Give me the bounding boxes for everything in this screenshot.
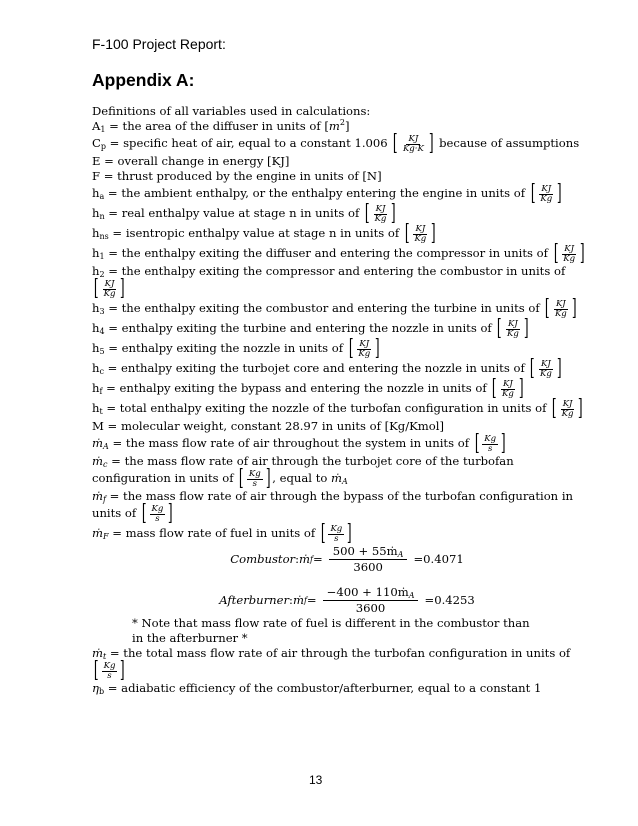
unit-num: Kg bbox=[248, 468, 261, 479]
symbol-sub: 4 bbox=[99, 327, 105, 336]
def-hn bbox=[92, 201, 532, 226]
def-h3 bbox=[92, 296, 577, 321]
eq-result: 0.4071 bbox=[423, 552, 464, 566]
def-text: = enthalpy exiting the turbine and entering the nozzle in units of bbox=[104, 321, 496, 335]
symbol-sub: F bbox=[103, 532, 109, 541]
unit-m: m bbox=[328, 119, 340, 133]
def-h2-unit bbox=[92, 276, 532, 301]
def-h1 bbox=[92, 241, 585, 266]
definitions-body bbox=[92, 104, 585, 696]
unit-den: Kg bbox=[374, 213, 387, 224]
def-text: = real enthalpy value at stage n in units of bbox=[104, 206, 363, 220]
unit-kg-s: [ $\frac{Kg}{s}$ ] bbox=[474, 431, 506, 456]
symbol: A bbox=[92, 119, 101, 133]
page-header: F-100 Project Report: bbox=[92, 36, 226, 52]
symbol: h bbox=[92, 186, 100, 200]
symbol-sub: A bbox=[342, 477, 348, 486]
eq-equals: = bbox=[413, 552, 424, 566]
def-m: M = molecular weight, constant 28.97 in units of [Kg/Kmol] bbox=[92, 419, 444, 433]
unit-exp: 2 bbox=[339, 118, 346, 128]
unit-kg-s: [ $\frac{Kg}{s}$ ] bbox=[320, 521, 352, 546]
def-text: = total enthalpy exiting the nozzle of the turbofan configuration in units of bbox=[102, 401, 551, 415]
symbol: h bbox=[92, 341, 100, 355]
def-hns bbox=[92, 221, 532, 246]
unit-den: Kg bbox=[507, 328, 519, 339]
unit-kj-kg: [ $\frac{KJ}{Kg}$ ] bbox=[492, 376, 524, 401]
unit-num: KJ bbox=[375, 203, 386, 214]
unit-num: KJ bbox=[508, 318, 518, 329]
def-text: , equal to bbox=[272, 471, 332, 485]
eq-fraction bbox=[329, 544, 408, 575]
def-ma bbox=[92, 431, 532, 456]
unit-num: KJ bbox=[502, 378, 513, 389]
symbol: ṁ bbox=[92, 454, 103, 468]
eq-equals: = bbox=[424, 593, 435, 607]
def-mt bbox=[92, 646, 571, 661]
unit-kg-s: [ $\frac{Kg}{s}$ ] bbox=[239, 466, 271, 491]
def-text-after: because of assumptions bbox=[435, 136, 580, 150]
def-hf bbox=[92, 376, 532, 401]
eq-result: 0.4253 bbox=[434, 593, 475, 607]
unit-kj-kg: [ $\frac{KJ}{Kg}$ ] bbox=[530, 181, 562, 206]
def-h4 bbox=[92, 316, 532, 341]
unit-kj-kg: [ $\frac{KJ}{Kg}$ ] bbox=[404, 221, 436, 246]
unit-den: Kg bbox=[561, 408, 574, 419]
unit-den: s bbox=[487, 443, 493, 454]
eq-numerator-sub: A bbox=[408, 591, 415, 600]
symbol-sub: 5 bbox=[99, 347, 105, 356]
def-mc-cont bbox=[92, 466, 532, 491]
def-text: = mass flow rate of fuel in units of bbox=[108, 526, 319, 540]
def-h2 bbox=[92, 264, 566, 279]
unit-num: KJ bbox=[541, 358, 551, 369]
def-text: = isentropic enthalpy value at stage n in units of bbox=[108, 226, 403, 240]
eq-lhs: ṁ bbox=[292, 593, 304, 607]
symbol: h bbox=[92, 264, 100, 278]
symbol-sub: ns bbox=[99, 232, 109, 241]
eq-fraction bbox=[323, 585, 419, 616]
unit-den: Kg bbox=[103, 288, 116, 299]
eq-lhs: ṁ bbox=[299, 552, 311, 566]
unit-den: Kg bbox=[414, 233, 427, 244]
def-mF bbox=[92, 521, 532, 546]
unit-den: s bbox=[334, 533, 339, 544]
def-mf-cont bbox=[92, 501, 532, 526]
combustor-equation: Combustor : ṁ f = $\frac{500 + 55ṁ_A}{3600}$ = 0.4071 bbox=[230, 544, 464, 574]
intro-line: Definitions of all variables used in calculations: bbox=[92, 104, 371, 118]
eq-equals: = bbox=[312, 552, 323, 566]
unit-den: Kg bbox=[358, 348, 371, 359]
symbol-sub: a bbox=[99, 192, 105, 201]
unit-num: KJ bbox=[555, 298, 566, 309]
def-eta bbox=[92, 681, 542, 696]
eq-denominator: 3600 bbox=[355, 601, 386, 615]
eq-numerator: −400 + 110ṁ bbox=[326, 585, 409, 599]
unit-kj-kg: [ $\frac{KJ}{Kg}$ ] bbox=[364, 201, 397, 226]
def-text: = the enthalpy exiting the combustor and entering the turbine in units of bbox=[104, 301, 544, 315]
def-text: = the total mass flow rate of air through the turbofan configuration in units of bbox=[106, 646, 571, 660]
symbol: h bbox=[92, 226, 100, 240]
eq-equals: = bbox=[306, 593, 317, 607]
def-text: = the enthalpy exiting the compressor and entering the combustor in units of bbox=[104, 264, 566, 278]
symbol: h bbox=[92, 301, 100, 315]
unit-kj-kgk: [ $\frac{KJ}{Kg\cdot K}$ ] bbox=[393, 131, 434, 156]
unit-kj-kg: [ $\frac{KJ}{Kg}$ ] bbox=[552, 396, 584, 421]
unit-num: Kg bbox=[330, 523, 343, 534]
def-text: = the mass flow rate of air throughout the system in units of bbox=[108, 436, 473, 450]
unit-kj-kg: [ $\frac{KJ}{Kg}$ ] bbox=[497, 316, 529, 341]
def-e: E = overall change in energy [KJ] bbox=[92, 154, 290, 168]
symbol: h bbox=[92, 401, 100, 415]
unit-num: KJ bbox=[415, 223, 426, 234]
def-text: = the area of the diffuser in units of [ bbox=[105, 119, 329, 133]
symbol-sub: p bbox=[100, 142, 106, 151]
eq-colon: : bbox=[295, 552, 300, 566]
def-text: units of bbox=[92, 506, 140, 520]
eq-numerator: 500 + 55ṁ bbox=[332, 544, 398, 558]
symbol: ṁ bbox=[331, 471, 343, 485]
def-text: = the mass flow rate of air through the bypass of the turbofan configuration in bbox=[105, 489, 573, 503]
symbol-sub: t bbox=[103, 652, 107, 661]
unit-den: Kg·K bbox=[402, 143, 424, 154]
symbol: ṁ bbox=[92, 489, 103, 503]
unit-num: KJ bbox=[564, 243, 574, 254]
unit-num: KJ bbox=[104, 278, 115, 289]
symbol: h bbox=[92, 206, 100, 220]
def-text: = adiabatic efficiency of the combustor/afterburner, equal to a constant 1 bbox=[104, 681, 542, 695]
symbol: C bbox=[92, 136, 101, 150]
unit-num: Kg bbox=[103, 660, 116, 671]
def-text: = the mass flow rate of air through the turbojet core of the turbofan bbox=[107, 454, 514, 468]
def-ha bbox=[92, 181, 562, 206]
unit-kg-s: [ $\frac{Kg}{s}$ ] bbox=[93, 658, 126, 683]
symbol-sub: c bbox=[99, 367, 104, 376]
symbol-sub: n bbox=[99, 212, 105, 221]
symbol: η bbox=[92, 681, 99, 695]
symbol: ṁ bbox=[92, 436, 103, 450]
symbol: h bbox=[92, 381, 100, 395]
symbol-sub: f bbox=[103, 495, 106, 504]
def-text: = specific heat of air, equal to a constant 1.006 bbox=[106, 136, 392, 150]
unit-den: Kg bbox=[563, 253, 576, 264]
eq-denominator: 3600 bbox=[353, 560, 383, 574]
unit-kj-kg: [ $\frac{KJ}{Kg}$ ] bbox=[553, 241, 585, 266]
eq-label: Afterburner bbox=[219, 593, 290, 607]
symbol-sub: t bbox=[99, 407, 103, 416]
def-text: = enthalpy exiting the turbojet core and entering the nozzle in units of bbox=[103, 361, 529, 375]
unit-num: KJ bbox=[359, 338, 370, 349]
symbol-sub: f bbox=[99, 387, 103, 396]
symbol: h bbox=[92, 321, 100, 335]
unit-num: Kg bbox=[151, 503, 164, 514]
symbol-sub: c bbox=[103, 460, 108, 469]
bracket-close: ] bbox=[345, 119, 350, 133]
symbol-sub: b bbox=[98, 687, 105, 696]
unit-den: Kg bbox=[540, 193, 553, 204]
symbol-sub: 1 bbox=[100, 125, 106, 134]
symbol: ṁ bbox=[92, 646, 103, 660]
unit-num: KJ bbox=[408, 133, 419, 144]
unit-den: Kg bbox=[554, 308, 567, 319]
eq-colon: : bbox=[289, 593, 293, 607]
unit-den: s bbox=[252, 478, 257, 489]
unit-kj-kg: [ $\frac{KJ}{Kg}$ ] bbox=[93, 276, 126, 301]
eq-label: Combustor bbox=[230, 552, 296, 566]
def-mf bbox=[92, 489, 573, 504]
def-text: configuration in units of bbox=[92, 471, 238, 485]
symbol: ṁ bbox=[92, 526, 103, 540]
page-number: 13 bbox=[309, 773, 323, 787]
eq-numerator-sub: A bbox=[397, 550, 404, 559]
def-cp bbox=[92, 131, 580, 156]
unit-den: s bbox=[155, 513, 160, 524]
unit-num: KJ bbox=[562, 398, 573, 409]
symbol-sub: 2 bbox=[99, 270, 105, 279]
def-mc bbox=[92, 454, 532, 469]
unit-kj-kg: [ $\frac{KJ}{Kg}$ ] bbox=[348, 336, 380, 361]
symbol: h bbox=[92, 246, 100, 260]
unit-num: Kg bbox=[484, 433, 497, 444]
unit-den: Kg bbox=[540, 368, 552, 379]
def-ht bbox=[92, 396, 584, 421]
unit-kj-kg: [ $\frac{KJ}{Kg}$ ] bbox=[545, 296, 577, 321]
def-text: = enthalpy exiting the bypass and entering the nozzle in units of bbox=[102, 381, 491, 395]
symbol-sub: 1 bbox=[99, 252, 105, 261]
unit-den: s bbox=[107, 670, 112, 681]
def-mt-unit bbox=[92, 658, 532, 683]
unit-kj-kg: [ $\frac{KJ}{Kg}$ ] bbox=[530, 356, 562, 381]
symbol-sub: 3 bbox=[99, 307, 105, 316]
def-hc bbox=[92, 356, 562, 381]
def-h5 bbox=[92, 336, 532, 361]
afterburner-equation: Afterburner : ṁ f = $\frac{-400 + 110ṁ_A}{3600}$ = 0.4253 bbox=[219, 585, 475, 615]
unit-den: Kg bbox=[501, 388, 514, 399]
symbol-sub: A bbox=[103, 442, 109, 451]
unit-num: KJ bbox=[541, 183, 552, 194]
symbol: h bbox=[92, 361, 100, 375]
appendix-title: Appendix A: bbox=[92, 70, 195, 90]
def-text: = enthalpy exiting the nozzle in units of bbox=[104, 341, 347, 355]
unit-kg-s: [ $\frac{Kg}{s}$ ] bbox=[141, 501, 173, 526]
def-f: F = thrust produced by the engine in units of [N] bbox=[92, 169, 382, 183]
def-text: = the ambient enthalpy, or the enthalpy entering the engine in units of bbox=[104, 186, 529, 200]
def-a1 bbox=[92, 119, 532, 134]
fuel-flow-note: * Note that mass flow rate of fuel is different in the combustor than in the afterburner * bbox=[132, 616, 530, 645]
def-text: = the enthalpy exiting the diffuser and entering the compressor in units of bbox=[104, 246, 552, 260]
